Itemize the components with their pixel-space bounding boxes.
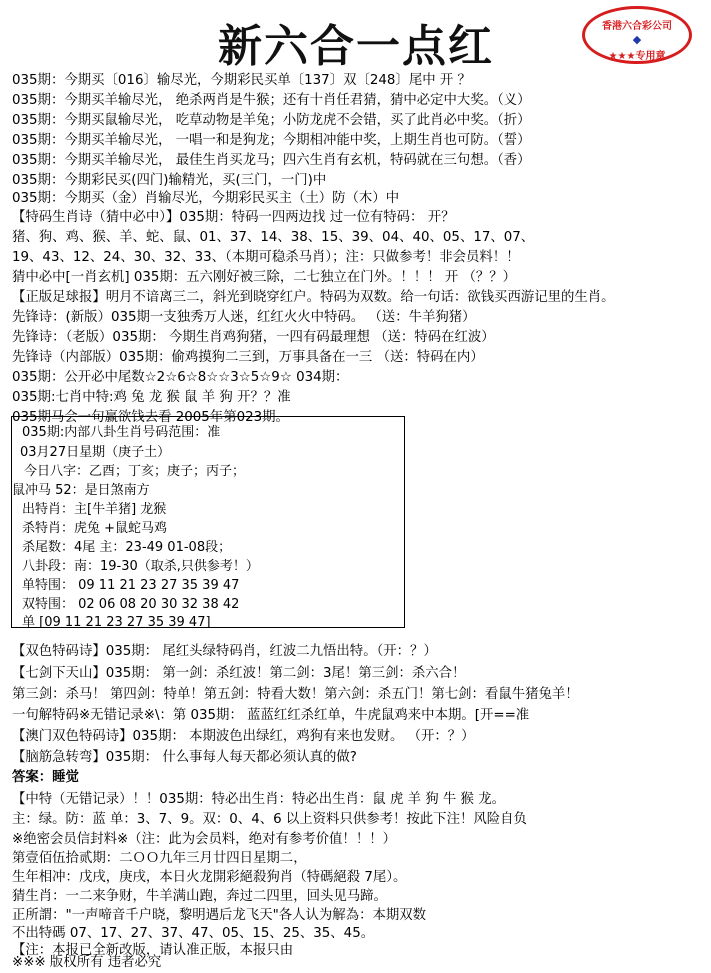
box-line: 03月27日星期（庚子土） bbox=[20, 445, 171, 460]
box-line: 单 [09 11 21 23 27 35 39 47] bbox=[22, 615, 211, 630]
company-stamp bbox=[582, 6, 692, 64]
box-line: 035期:内部八卦生肖号码范围：准 bbox=[22, 425, 221, 440]
text-line: 035期：公开必中尾数☆2☆6☆8☆☆3☆5☆9☆ 034期： bbox=[12, 370, 349, 385]
bagua-info-box bbox=[11, 416, 405, 628]
box-line: 出特肖：主[牛羊猪] 龙猴 bbox=[22, 502, 167, 517]
stamp-line-1: 香港六合彩公司 bbox=[602, 21, 672, 32]
stamp-line-3: ★★★专用章 bbox=[608, 51, 666, 62]
text-line: 【脑筋急转弯】035期： 什么事每人每天都必须认真的做? bbox=[12, 750, 357, 765]
box-line: 今日八字：乙酉；丁亥；庚子；丙子； bbox=[24, 464, 246, 479]
text-line: 第三剑：杀马！ 第四剑：特单！第五剑：特看大数！第六剑：杀五门！第七剑：看鼠牛猪兔羊！ bbox=[12, 687, 579, 702]
text-line: 035期：今期买羊输尽光， 最佳生肖买龙马；四六生肖有玄机，特码就在三句想。（香） bbox=[12, 153, 531, 168]
stamp-line-2: ◆ bbox=[632, 33, 642, 46]
text-line: 先锋诗：（老版）035期： 今期生肖鸡狗猪，一四有码最理想 （送：特码在红波） bbox=[12, 330, 495, 345]
text-line: 不出特碼 07、17、27、37、47、05、15、25、35、45。 bbox=[12, 926, 375, 941]
text-line: 035期：今期买鼠输尽光， 吃草动物是羊兔；小防龙虎不会错，买了此肖必中奖。（折） bbox=[12, 113, 531, 128]
text-line: 035期：今期买羊输尽光， 绝杀两肖是牛猴；还有十肖任君猜，猜中必定中大奖。（义） bbox=[12, 93, 531, 108]
text-line: 猜生肖：一二来争财，牛羊满山跑，奔过二四里，回头见马蹄。 bbox=[12, 889, 387, 904]
text-line: 先锋诗（内部版）035期：偷鸡摸狗二三到，万事具备在一三 （送：特码在内） bbox=[12, 350, 484, 365]
text-line: 【七剑下天山】035期： 第一剑：杀红波！第二剑：3尾！第三剑：杀六合！ bbox=[12, 666, 466, 681]
text-line: ※绝密会员信封料※（注：此为会员料，绝对有参考价值！！！） bbox=[12, 832, 396, 847]
copyright-line: ※※※ 版权所有 违者必究 bbox=[12, 955, 162, 970]
box-line: 杀尾数：4尾 主：23-49 01-08段； bbox=[22, 540, 232, 555]
text-line: 035期:七肖中特:鸡 兔 龙 猴 鼠 羊 狗 开？？准 bbox=[12, 390, 291, 405]
text-line: 生年相冲：戊戌，庚戌，本日火龙開彩絕殺狗肖（特碼絕殺 7尾）。 bbox=[12, 870, 407, 885]
text-line: 035期：今期彩民买(四门)输精光，买(三门，一门)中 bbox=[12, 173, 327, 188]
text-line: 035期：今期买〔016〕输尽光，今期彩民买单〔137〕双〔248〕尾中 开 ？ bbox=[12, 73, 471, 88]
text-line: 19、43、12、24、30、32、33、（本期可稳杀马肖）；注：只做参考！非会员料！！ bbox=[12, 250, 520, 265]
text-line: 【澳门双色特码诗】035期： 本期波色出绿红，鸡狗有来也发财。 （开：？） bbox=[12, 729, 475, 744]
page-title: 新六合一点红 bbox=[218, 21, 494, 72]
text-line: 一句解特码※无错记录※\：第 035期： 蓝蓝红红杀红单，牛虎鼠鸡来中本期。[开==准 bbox=[12, 708, 530, 723]
box-line: 鼠冲马 52：是日煞南方 bbox=[12, 483, 150, 498]
text-line: 猪、狗、鸡、猴、羊、蛇、鼠、01、37、14、38、15、39、04、40、05、17、07、 bbox=[12, 230, 535, 245]
text-line: 035期马会一句赢欲钱去看 2005年第023期。 bbox=[12, 410, 289, 425]
box-line: 八卦段：南：19-30（取杀,只供参考！） bbox=[22, 559, 259, 574]
text-line: 【正版足球报】明月不谙离三二，斜光到晓穿红户。特码为双数。给一句话：欲钱买西游记里的生肖。 bbox=[12, 290, 615, 305]
text-line: 先锋诗：(新版）035期一支独秀万人迷，红红火火中特码。 （送：牛羊狗猪） bbox=[12, 310, 476, 325]
riddle-answer: 答案：睡觉 bbox=[12, 770, 79, 785]
notice-line: 【注：本报已全新改版，请认准正版，本报只由 bbox=[12, 943, 294, 958]
text-line: 035期：今期买（金）肖输尽光，今期彩民买主（土）防（木）中 bbox=[12, 191, 400, 206]
text-line: 【双色特码诗】035期： 尾红头绿特码肖，红波二九悟出特。（开：？） bbox=[12, 644, 437, 659]
text-line: 正所謂："一声啼音千户晓，黎明遇后龙飞天"各人认为解為：本期双数 bbox=[12, 908, 427, 923]
text-line: 猜中必中[一肖玄机] 035期：五六刚好被三除，二七独立在门外。！！！ 开 （？？） bbox=[12, 270, 517, 285]
text-line: 【中特（无错记录）！！035期：特必出生肖：特必出生肖：鼠 虎 羊 狗 牛 猴 龙。 bbox=[12, 792, 505, 807]
text-line: 035期：今期买羊输尽光， 一唱一和是狗龙；今期相冲能中奖，上期生肖也可防。（誓） bbox=[12, 133, 531, 148]
text-line: 【特码生肖诗（猜中必中）】035期：特码一四两边找 过一位有特码： 开？ bbox=[12, 210, 455, 225]
box-line: 杀特肖：虎兔 +鼠蛇马鸡 bbox=[22, 521, 168, 536]
text-line: 主：绿。防：蓝 单：3、7、9。双：0、4、6 以上资料只供参考！按此下注！风险自负 bbox=[12, 812, 527, 827]
text-line: 第壹佰伍拾贰期：二ＯＯ九年三月廿四日星期二， bbox=[12, 851, 307, 866]
box-line: 双特围： 02 06 08 20 30 32 38 42 bbox=[22, 597, 240, 612]
box-line: 单特围： 09 11 21 23 27 35 39 47 bbox=[22, 578, 240, 593]
